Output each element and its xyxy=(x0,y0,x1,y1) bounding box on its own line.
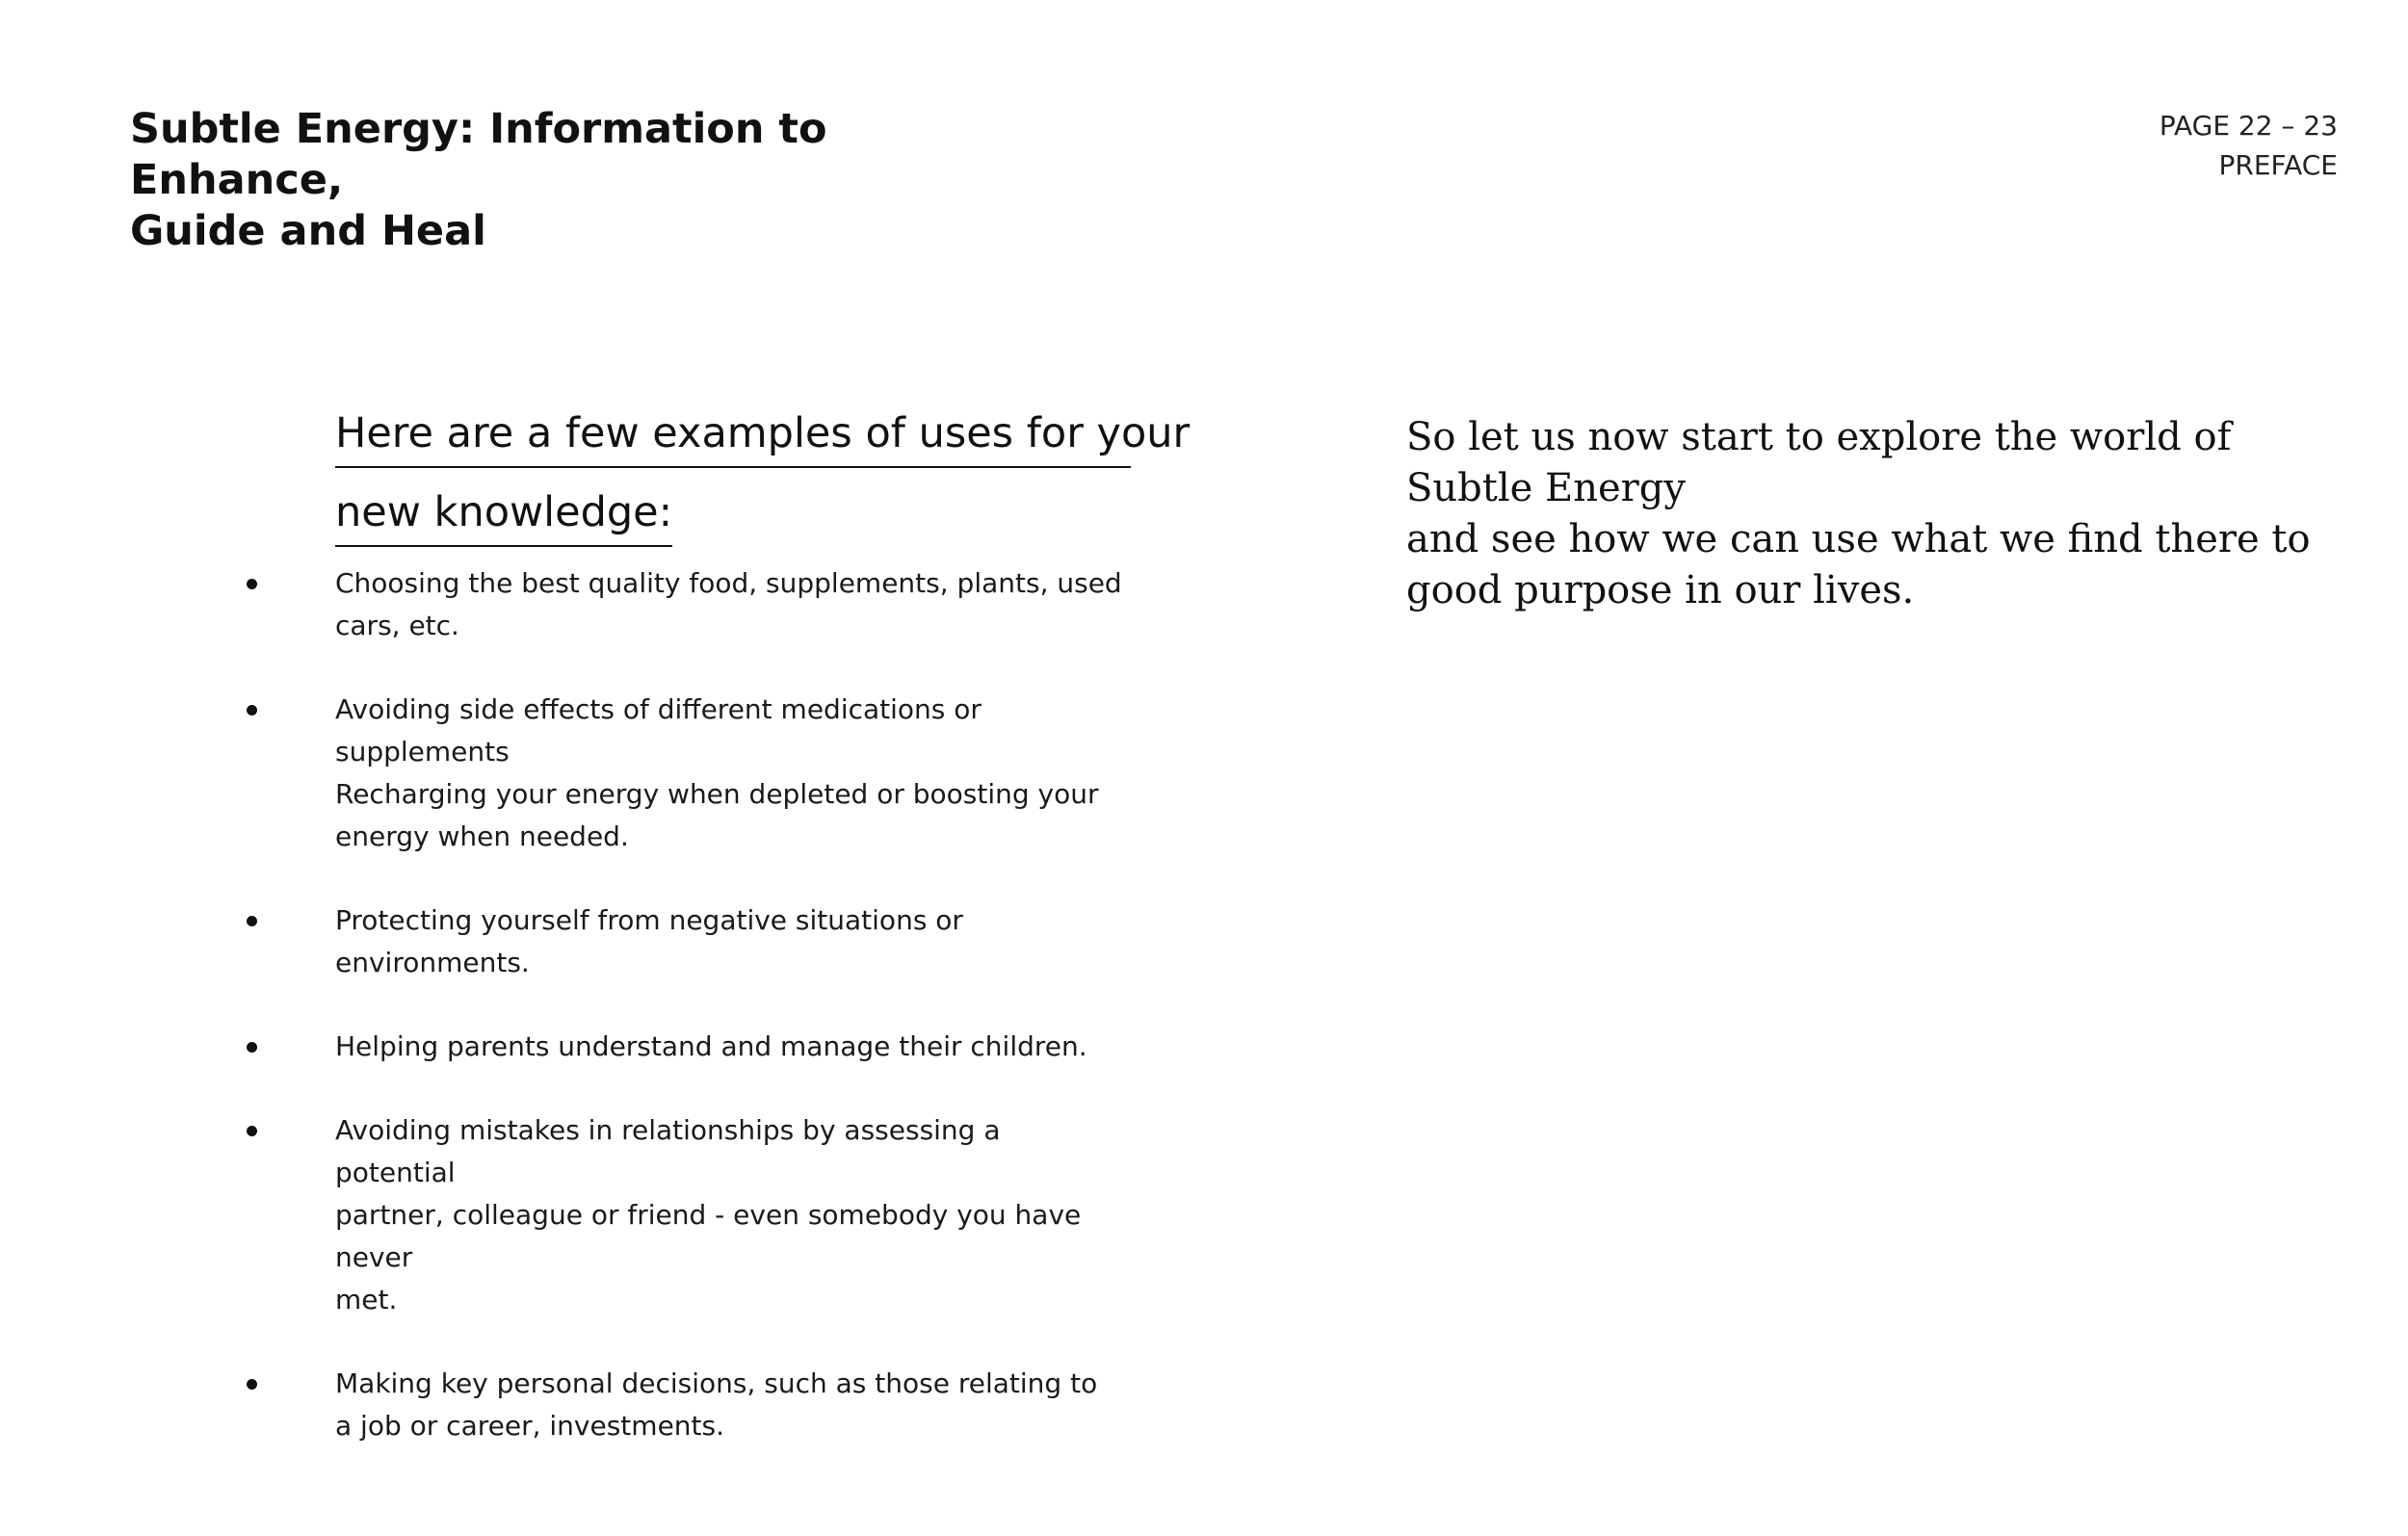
book-title-line-1: Subtle Energy: Information to Enhance, xyxy=(130,105,827,204)
section-heading xyxy=(335,404,1191,562)
bullet-dot-icon xyxy=(247,1042,257,1053)
list-item-text: Avoiding side effects of different medications or supplements Recharging your energy when depleted or boosting your energy when needed. xyxy=(335,693,1099,852)
left-column xyxy=(335,404,1191,1489)
list-item xyxy=(335,1109,1125,1321)
list-item-text: Helping parents understand and manage their children. xyxy=(335,1030,1087,1062)
bullet-dot-icon xyxy=(247,1379,257,1390)
list-item xyxy=(335,1363,1125,1447)
list-item-text: Choosing the best quality food, supplements, plants, used cars, etc. xyxy=(335,567,1122,641)
examples-list xyxy=(335,562,1135,1447)
page-range: PAGE 22 – 23 xyxy=(2159,110,2338,142)
bullet-dot-icon xyxy=(247,579,257,589)
bullet-dot-icon xyxy=(247,705,257,716)
list-item xyxy=(335,899,1125,984)
list-item xyxy=(335,1026,1125,1068)
bullet-dot-icon xyxy=(247,916,257,926)
list-item-text: Making key personal decisions, such as those relating to a job or career, investments. xyxy=(335,1367,1098,1442)
section-label: PREFACE xyxy=(2218,149,2338,181)
list-item xyxy=(335,562,1125,647)
bullet-dot-icon xyxy=(247,1126,257,1136)
book-title-line-2: Guide and Heal xyxy=(130,207,486,255)
section-heading-line-1: Here are a few examples of uses for your xyxy=(335,404,1131,468)
list-item xyxy=(335,689,1125,858)
list-item-text: Protecting yourself from negative situations or environments. xyxy=(335,904,963,978)
book-title xyxy=(130,104,997,257)
list-item-text: Avoiding mistakes in relationships by assessing a potential partner, colleague or friend - even somebody you have never met. xyxy=(335,1114,1082,1315)
section-heading-line-2: new knowledge: xyxy=(335,483,672,547)
intro-paragraph: So let us now start to explore the world of Subtle Energy and see how we can use what we find there to good purpose in our lives. xyxy=(1406,415,2311,612)
page-meta xyxy=(2159,106,2338,185)
